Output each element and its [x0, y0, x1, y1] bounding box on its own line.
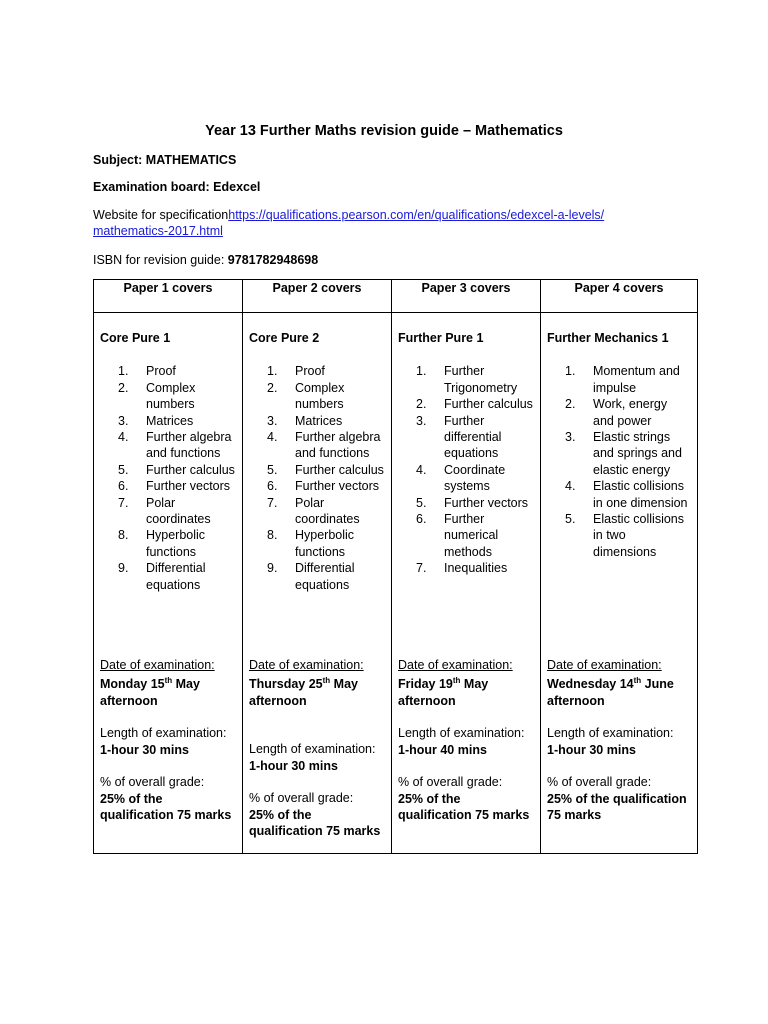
topic-item — [398, 396, 534, 412]
paper-header: Paper 3 covers — [392, 280, 541, 313]
paper-name: Core Pure 2 — [249, 331, 320, 345]
isbn-value: 9781782948698 — [227, 253, 319, 267]
papers-table — [93, 279, 698, 854]
topic-number: 5. — [416, 495, 427, 510]
exam-date-day: Monday 15 — [100, 677, 165, 692]
topic-text: Work, energy and power — [593, 397, 668, 428]
topic-number: 9. — [267, 561, 278, 576]
exam-details — [547, 657, 691, 823]
topic-list — [547, 363, 691, 560]
topic-text: Momentum and impulse — [593, 364, 680, 395]
exam-length-value: 1-hour 40 mins — [398, 742, 487, 757]
topic-item — [100, 478, 236, 494]
topic-text: Complex numbers — [295, 380, 345, 412]
paper-cell — [392, 313, 541, 854]
topic-text: Hyperbolic functions — [146, 528, 206, 559]
grade-value: 25% of the qualification 75 marks — [547, 791, 687, 822]
board-line — [93, 179, 708, 195]
exam-date-suffix: th — [322, 676, 331, 686]
topic-item — [249, 462, 385, 478]
document-title: Year 13 Further Maths revision guide – Mathematics — [205, 123, 563, 139]
topic-number: 1. — [565, 364, 576, 379]
topic-item — [249, 495, 385, 528]
exam-length-label: Length of examination: — [547, 726, 674, 741]
topic-number: 3. — [267, 413, 278, 428]
exam-date-day: Friday 19 — [398, 677, 453, 692]
subject-value: MATHEMATICS — [145, 153, 237, 167]
topic-number: 7. — [267, 495, 278, 510]
board-label: Examination board: — [93, 180, 214, 194]
topic-number: 8. — [267, 528, 278, 543]
topic-number: 6. — [416, 512, 427, 527]
exam-date-value — [398, 673, 534, 709]
paper-cell — [94, 313, 243, 854]
topic-item — [547, 478, 691, 511]
topic-text: Further calculus — [146, 462, 235, 477]
exam-date-suffix: th — [164, 676, 173, 686]
topic-text: Differential equations — [146, 561, 206, 592]
topic-number: 2. — [118, 380, 129, 395]
topic-text: Proof — [295, 364, 325, 379]
topic-item — [100, 462, 236, 478]
paper-header: Paper 2 covers — [243, 280, 392, 313]
grade-value: 25% of the qualification 75 marks — [249, 807, 381, 838]
paper-name: Further Mechanics 1 — [547, 331, 669, 345]
paper-cell — [541, 313, 698, 854]
paper-name: Further Pure 1 — [398, 331, 484, 345]
paper-header: Paper 4 covers — [541, 280, 698, 313]
topic-text: Further numerical methods — [444, 512, 499, 559]
exam-length-value: 1-hour 30 mins — [249, 758, 338, 773]
topic-item — [100, 560, 236, 593]
topic-number: 5. — [565, 512, 576, 527]
grade-value: 25% of the qualification 75 marks — [100, 791, 232, 822]
topic-item — [249, 429, 385, 462]
isbn-line — [93, 252, 708, 268]
topic-item — [249, 413, 385, 429]
topic-number: 8. — [118, 528, 129, 543]
topic-text: Proof — [146, 364, 176, 379]
topic-text: Matrices — [146, 413, 194, 428]
exam-date-suffix: th — [452, 676, 461, 686]
exam-date-rest: May afternoon — [100, 677, 200, 708]
board-value: Edexcel — [213, 180, 261, 194]
topic-item — [249, 363, 385, 379]
exam-date-rest: May afternoon — [398, 677, 489, 708]
exam-details — [398, 657, 534, 823]
topic-item — [249, 478, 385, 494]
topic-number: 1. — [267, 364, 278, 379]
topic-item — [547, 363, 691, 396]
topic-item — [398, 495, 534, 511]
topic-text: Elastic collisions in two dimensions — [593, 512, 685, 559]
topic-item — [547, 429, 691, 478]
topic-number: 1. — [118, 364, 129, 379]
exam-length-label: Length of examination: — [249, 742, 376, 757]
grade-label: % of overall grade: — [547, 775, 652, 790]
topic-number: 2. — [565, 397, 576, 412]
grade-value: 25% of the qualification 75 marks — [398, 791, 530, 822]
topic-list — [398, 363, 534, 576]
grade-label: % of overall grade: — [100, 775, 205, 790]
topic-item — [100, 429, 236, 462]
exam-details — [100, 657, 236, 823]
exam-length-value: 1-hour 30 mins — [100, 742, 189, 757]
topic-text: Polar coordinates — [146, 495, 211, 527]
website-label: Website for specification — [93, 208, 229, 222]
topic-number: 4. — [267, 430, 278, 445]
topic-text: Matrices — [295, 413, 343, 428]
paper-header: Paper 1 covers — [94, 280, 243, 313]
topic-number: 4. — [416, 462, 427, 477]
topic-number: 3. — [416, 413, 427, 428]
topic-number: 3. — [118, 413, 129, 428]
exam-date-value — [547, 673, 691, 709]
topic-number: 1. — [416, 364, 427, 379]
topic-item — [547, 396, 691, 429]
topic-text: Further calculus — [295, 462, 384, 477]
exam-date-label: Date of examination: — [100, 658, 215, 672]
topic-text: Inequalities — [444, 561, 508, 576]
subject-label: Subject: — [93, 153, 146, 167]
topic-item — [398, 462, 534, 495]
exam-details — [249, 657, 385, 839]
exam-length-label: Length of examination: — [100, 726, 227, 741]
topic-text: Differential equations — [295, 561, 355, 592]
topic-text: Further vectors — [295, 479, 380, 494]
topic-number: 6. — [118, 479, 129, 494]
topic-number: 9. — [118, 561, 129, 576]
topic-item — [100, 413, 236, 429]
topic-number: 2. — [416, 397, 427, 412]
topic-item — [547, 511, 691, 560]
topic-text: Further algebra and functions — [295, 430, 381, 461]
papers-body-row — [94, 313, 698, 854]
papers-header-row — [94, 280, 698, 313]
exam-date-value — [249, 673, 385, 709]
topic-number: 5. — [118, 462, 129, 477]
topic-item — [398, 560, 534, 576]
exam-date-day: Wednesday 14 — [547, 677, 634, 692]
grade-label: % of overall grade: — [249, 791, 354, 806]
topic-item — [249, 380, 385, 413]
topic-item — [100, 363, 236, 379]
topic-text: Further vectors — [146, 479, 231, 494]
topic-number: 2. — [267, 380, 278, 395]
website-line — [93, 207, 708, 240]
topic-text: Further Trigonometry — [444, 364, 518, 395]
topic-text: Further differential equations — [444, 413, 502, 461]
topic-number: 5. — [267, 462, 278, 477]
topic-item — [100, 527, 236, 560]
exam-date-rest: June afternoon — [547, 677, 674, 708]
topic-item — [398, 363, 534, 396]
topic-text: Complex numbers — [146, 380, 196, 412]
exam-length-label: Length of examination: — [398, 726, 525, 741]
exam-date-rest: May afternoon — [249, 677, 358, 708]
topic-number: 4. — [118, 430, 129, 445]
topic-item — [398, 511, 534, 560]
isbn-label: ISBN for revision guide: — [93, 253, 228, 267]
topic-text: Polar coordinates — [295, 495, 360, 527]
topic-number: 7. — [118, 495, 129, 510]
exam-date-label: Date of examination: — [547, 658, 662, 672]
subject-line — [93, 152, 708, 168]
topic-text: Further algebra and functions — [146, 430, 232, 461]
topic-item — [398, 413, 534, 462]
topic-number: 6. — [267, 479, 278, 494]
exam-date-label: Date of examination: — [398, 658, 513, 672]
topic-number: 3. — [565, 430, 576, 445]
topic-item — [249, 527, 385, 560]
grade-label: % of overall grade: — [398, 775, 503, 790]
paper-name: Core Pure 1 — [100, 331, 171, 345]
topic-text: Coordinate systems — [444, 462, 506, 494]
topic-list — [100, 363, 236, 593]
exam-date-label: Date of examination: — [249, 658, 364, 672]
paper-cell — [243, 313, 392, 854]
specification-link-continued[interactable]: mathematics-2017.html — [93, 224, 223, 239]
topic-item — [100, 495, 236, 528]
exam-date-value — [100, 673, 236, 709]
topic-item — [249, 560, 385, 593]
exam-date-suffix: th — [633, 676, 642, 686]
topic-item — [100, 380, 236, 413]
exam-length-value: 1-hour 30 mins — [547, 742, 636, 757]
specification-link[interactable]: https://qualifications.pearson.com/en/qualifications/edexcel-a-levels/ — [228, 208, 605, 222]
topic-number: 4. — [565, 479, 576, 494]
exam-date-day: Thursday 25 — [249, 677, 323, 692]
topic-text: Elastic strings and springs and elastic energy — [593, 430, 682, 477]
topic-number: 7. — [416, 561, 427, 576]
topic-text: Elastic collisions in one dimension — [593, 479, 688, 510]
topic-text: Further calculus — [444, 397, 533, 412]
topic-list — [249, 363, 385, 593]
topic-text: Further vectors — [444, 495, 529, 510]
topic-text: Hyperbolic functions — [295, 528, 355, 559]
